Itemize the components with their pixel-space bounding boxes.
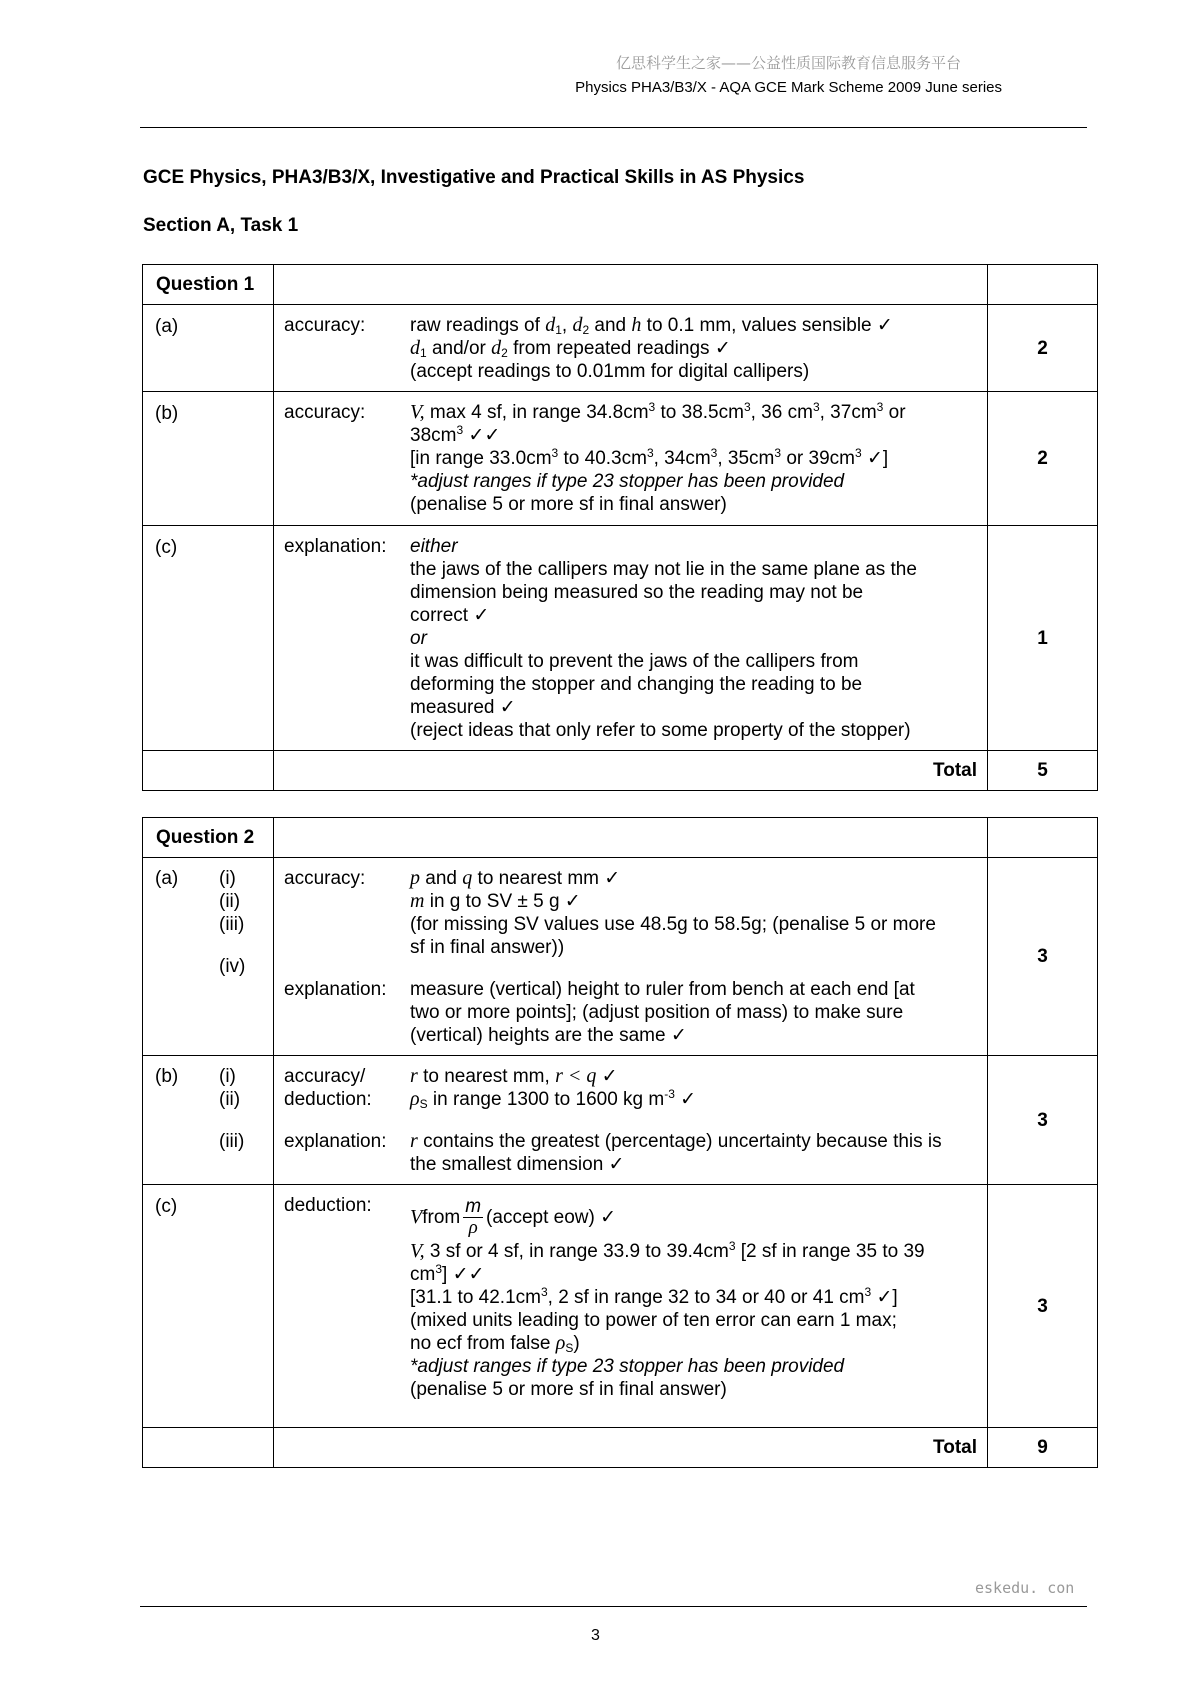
table-row [143, 305, 1098, 392]
page-number: 3 [591, 1627, 600, 1644]
question-label: Question 1 [143, 265, 274, 305]
table-row [143, 818, 1098, 858]
mark-value: 3 [988, 1185, 1098, 1428]
running-header: Physics PHA3/B3/X - AQA GCE Mark Scheme 2009 June series [575, 79, 1002, 96]
mark-value: 3 [988, 858, 1098, 1056]
total-value: 9 [988, 1428, 1098, 1468]
mass-over-density-fraction: $\frac{m}{\rho}$ [465, 1195, 482, 1238]
part-label: (c) [143, 1185, 274, 1428]
part-label: (a) [143, 305, 274, 392]
mark-text: r to nearest mm, r < q ✓ $\rho_S$ in range 1300 to 1600 kg $m^{-3}$ ✓ [410, 1065, 697, 1111]
table-row [143, 392, 1098, 526]
mark-text: raw readings of $d_1$, $d_2$ and h to 0.1 mm, values sensible ✓ $d_1$ and/or $d_2$ from repeated readings ✓ (accept readings to 0.01mm for digital callipers) [410, 314, 893, 382]
criterion-label: accuracy: [284, 402, 366, 423]
site-header: 亿思科学生之家——公益性质国际教育信息服务平台 [615, 54, 961, 72]
mark-text: measure (vertical) height to ruler from bench at each end [at two or more points]; (adjust position of mass) to make sure (vertical) heights are the same ✓ [410, 979, 915, 1046]
criterion-label: explanation: [284, 1131, 387, 1152]
total-row [143, 1428, 1098, 1468]
subpart-labels: (i) (ii) (iii) (iv) [219, 868, 246, 977]
question-2-table [142, 817, 1098, 1468]
mark-text: p and q to nearest mm ✓ m in g to SV ± 5 g ✓ (for missing SV values use 48.5g to 58.5g; (penalise 5 or more sf in final answer)) [410, 867, 936, 958]
section-heading: Section A, Task 1 [143, 215, 299, 236]
watermark: eskedu. con [975, 1579, 1075, 1597]
criterion-label: accuracy/ deduction: [284, 1066, 372, 1110]
table-row [143, 1056, 1098, 1185]
criterion-label: accuracy: [284, 315, 366, 336]
part-label: (c) [143, 526, 274, 751]
total-label: Total [274, 1428, 988, 1468]
mark-value: 2 [988, 305, 1098, 392]
mark-text: V from $\frac{m}{\rho}$ (accept eow) ✓ V, 3 sf or 4 sf, in range 33.9 to $39.4cm^3$ [2 sf in range 35 to 39 $cm^3$] ✓✓ [31.1 to $42.1cm^3$, 2 sf in range 32 to 34 or 40 or 41 $cm^3$ ✓] (mixed units leading to power of ten error can earn 1 max; no ecf from false $\rho_S$) *adjust ranges if type 23 stopper has been provided (penalise 5 or more sf in final answer) [410, 1195, 925, 1400]
table-row [143, 1185, 1098, 1428]
document-title: GCE Physics, PHA3/B3/X, Investigative and Practical Skills in AS Physics [143, 167, 805, 188]
part-label: (b) [155, 1066, 179, 1087]
criterion-label: deduction: [284, 1195, 372, 1216]
mark-text: r contains the greatest (percentage) uncertainty because this is the smallest dimension ✓ [410, 1130, 942, 1175]
criterion-label: explanation: [284, 536, 387, 557]
question-1-table [142, 264, 1098, 791]
mark-text: either the jaws of the callipers may not lie in the same plane as the dimension being measured so the reading may not be correct ✓ or it was difficult to prevent the jaws of the callipers from deforming the stopper and changing the reading to be measured ✓ (reject ideas that only refer to some property of the stopper) [410, 536, 917, 741]
mark-value: 2 [988, 392, 1098, 526]
total-value: 5 [988, 751, 1098, 791]
footer-rule [140, 1606, 1087, 1607]
header-rule [140, 127, 1087, 128]
criterion-label: explanation: [284, 979, 387, 1000]
table-row [143, 265, 1098, 305]
total-label: Total [274, 751, 988, 791]
part-label: (a) [155, 868, 179, 889]
table-row [143, 858, 1098, 1056]
mark-value: 3 [988, 1056, 1098, 1185]
part-label: (b) [143, 392, 274, 526]
table-row [143, 526, 1098, 751]
mark-text: V, max 4 sf, in range $34.8cm^3$ to $38.5cm^3$, 36 $cm^3$, $37cm^3$ or $38cm^3$ ✓✓ [in range $33.0cm^3$ to $40.3cm^3$, $34cm^3$, $35cm^3$ or $39cm^3$ ✓] *adjust ranges if type 23 stopper has been provided (penalise 5 or more sf in final answer) [410, 400, 906, 515]
total-row [143, 751, 1098, 791]
subpart-labels: (i) (ii) (iii) [219, 1066, 245, 1152]
mark-value: 1 [988, 526, 1098, 751]
question-label: Question 2 [143, 818, 274, 858]
criterion-label: accuracy: [284, 868, 366, 889]
